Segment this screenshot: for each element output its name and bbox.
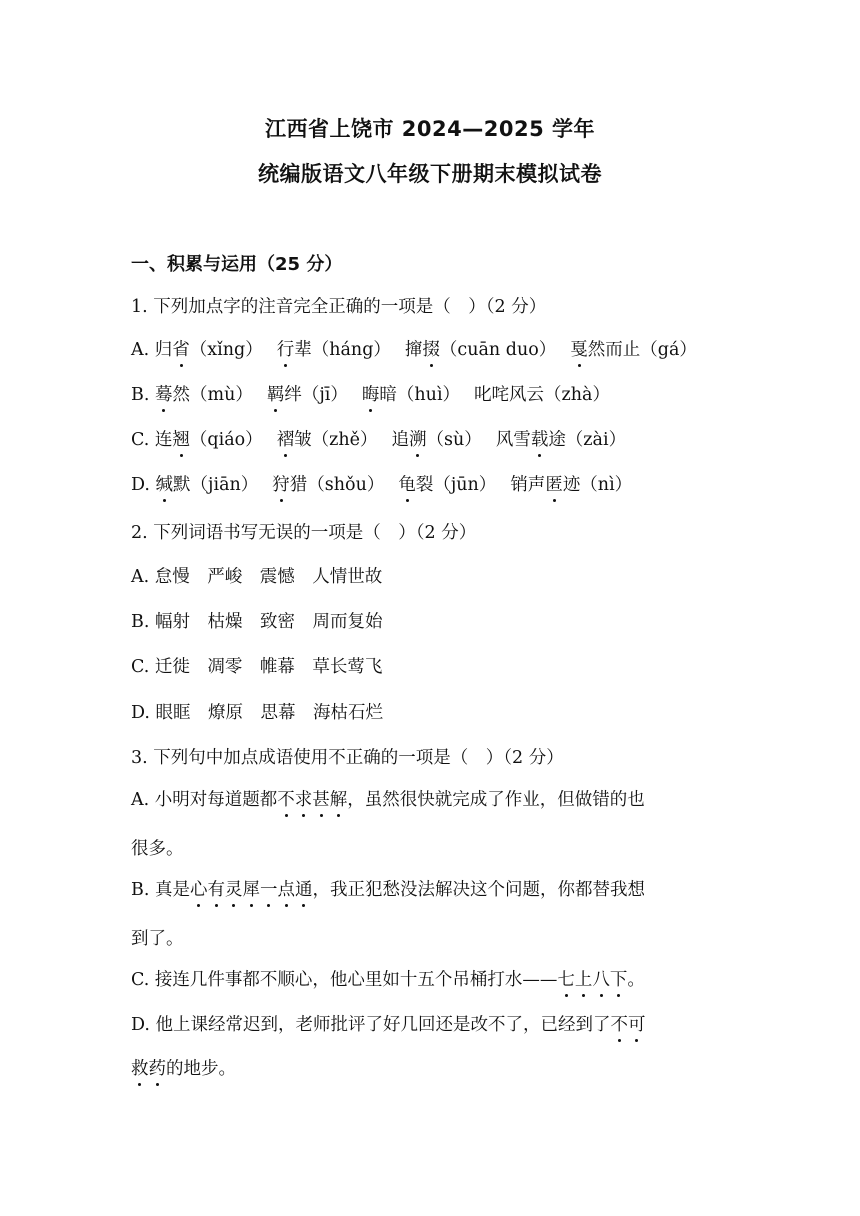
idiom-b: 心有灵犀一点通: [190, 880, 313, 900]
question-1-stem: 1. 下列加点字的注音完全正确的一项是（ ）（2 分）: [131, 297, 547, 317]
question-2-option-a: A. 怠慢 严峻 震憾 人情世故: [131, 567, 383, 587]
question-1-option-d: D. 缄默（jiān） 狩猎（shǒu） 龟裂（jūn） 销声匿迹（nì）: [131, 472, 632, 498]
exam-title-line2: 统编版语文八年级下册期末模拟试卷: [258, 162, 602, 186]
question-3-option-c: C. 接连几件事都不顺心，他心里如十五个吊桶打水——七上八下。: [131, 967, 645, 993]
question-1-option-c: C. 连翘（qiáo） 褶皱（zhě） 追溯（sù） 风雪载途（zài）: [131, 427, 626, 453]
question-3-option-a-line2: 很多。: [131, 839, 184, 859]
question-2-option-d: D. 眼眶 燎原 思幕 海枯石烂: [131, 703, 384, 723]
idiom-d-part2: 救药: [131, 1059, 166, 1079]
question-3-stem: 3. 下列句中加点成语使用不正确的一项是（ ）（2 分）: [131, 748, 564, 768]
question-1-option-b: B. 蓦然（mù） 羁绊（jī） 晦暗（huì） 叱咤风云（zhà）: [131, 382, 610, 408]
idiom-c: 七上八下: [557, 970, 627, 990]
question-2-option-b: B. 幅射 枯燥 致密 周而复始: [131, 612, 383, 632]
question-2-stem: 2. 下列词语书写无误的一项是（ ）（2 分）: [131, 523, 477, 543]
question-3-option-b-line2: 到了。: [131, 929, 184, 949]
question-3-option-d-line1: D. 他上课经常迟到，老师批评了好几回还是改不了，已经到了不可: [131, 1012, 646, 1038]
question-3-option-d-line2: 救药的地步。: [131, 1056, 236, 1082]
question-1-option-a: A. 归省（xǐng） 行辈（háng） 撺掇（cuān duo） 戛然而止（gá）: [131, 337, 697, 363]
question-3-option-a-line1: A. 小明对每道题都不求甚解，虽然很快就完成了作业，但做错的也: [131, 787, 645, 813]
question-2-option-c: C. 迁徙 凋零 帷幕 草长莺飞: [131, 657, 383, 677]
idiom-a: 不求甚解: [277, 790, 347, 810]
section-heading: 一、积累与运用（25 分）: [131, 254, 343, 275]
idiom-d-part1: 不可: [611, 1015, 646, 1035]
question-3-option-b-line1: B. 真是心有灵犀一点通，我正犯愁没法解决这个问题，你都替我想: [131, 877, 645, 903]
exam-title-line1: 江西省上饶市 2024—2025 学年: [264, 117, 596, 141]
